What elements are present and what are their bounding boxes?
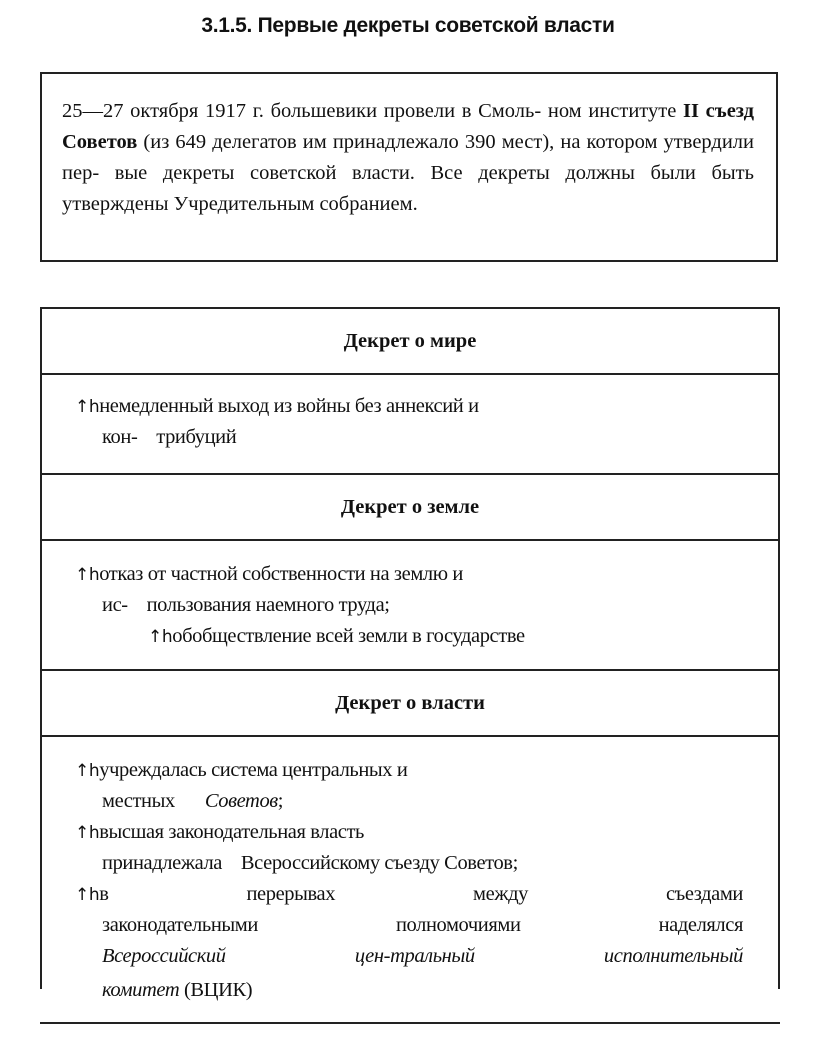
decree-power-body xyxy=(42,737,778,989)
decree-power-item-2-cont: принадлежала Всероссийскому съезду Советов; xyxy=(102,852,518,874)
page-title: 3.1.5. Первые декреты советской власти xyxy=(201,14,615,37)
decree-power-item-1: ↑hучреждалась система центральных и xyxy=(75,759,408,781)
decree-power-item-2: ↑hвысшая законодательная власть xyxy=(75,821,365,843)
decree-peace-body xyxy=(42,375,778,475)
decree-land-item-1-cont: ис- пользования наемного труда; xyxy=(102,594,390,616)
decree-power-header: Декрет о власти xyxy=(42,671,778,737)
decree-land-header: Декрет о земле xyxy=(42,475,778,541)
intro-text-before: большевики провели в Смоль- ном институте xyxy=(270,100,677,122)
intro-box xyxy=(40,72,778,262)
decree-peace-item-1: ↑hнемедленный выход из войны без аннексий и xyxy=(75,395,479,417)
decree-land-item-2: ↑hобобществление всей земли в государстве xyxy=(148,625,525,647)
intro-text xyxy=(62,96,754,220)
bullet-arrow-icon: ↑h xyxy=(75,823,100,843)
decree-land-body xyxy=(42,541,778,671)
bullet-arrow-icon: ↑h xyxy=(75,565,100,585)
decree-power-item-3-row-3: Всероссийский цен-тральный исполнительный xyxy=(102,945,743,967)
decree-power-item-3-row-2: законодательными полномочиями наделялся xyxy=(102,914,743,936)
intro-date: 25—27 октября 1917 г. xyxy=(62,100,264,122)
decree-land-item-1: ↑hотказ от частной собственности на землю и xyxy=(75,563,463,585)
bottom-divider xyxy=(40,1022,780,1024)
intro-congress: II съезд Советов xyxy=(62,100,755,153)
decree-power-item-1-cont: местных Советов; xyxy=(102,790,284,812)
decree-peace-item-1-cont: кон- трибуций xyxy=(102,426,237,448)
bullet-arrow-icon: ↑h xyxy=(148,627,173,647)
bullet-arrow-icon: ↑h xyxy=(75,397,100,417)
decrees-table xyxy=(40,307,780,989)
decree-power-item-3-row-1: ↑hв перерывах между съездами xyxy=(75,883,743,905)
decree-peace-header: Декрет о мире xyxy=(42,309,778,375)
intro-text-after: (из 649 делегатов им принадлежало 390 мест), на котором утвердили пер- вые декреты советской власти. Все декреты должны были быть утверждены Учредительным собранием. xyxy=(62,131,754,215)
bullet-arrow-icon: ↑h xyxy=(75,761,100,781)
decree-power-item-3-row-4: комитет (ВЦИК) xyxy=(102,979,253,1001)
bullet-arrow-icon: ↑h xyxy=(75,885,100,905)
